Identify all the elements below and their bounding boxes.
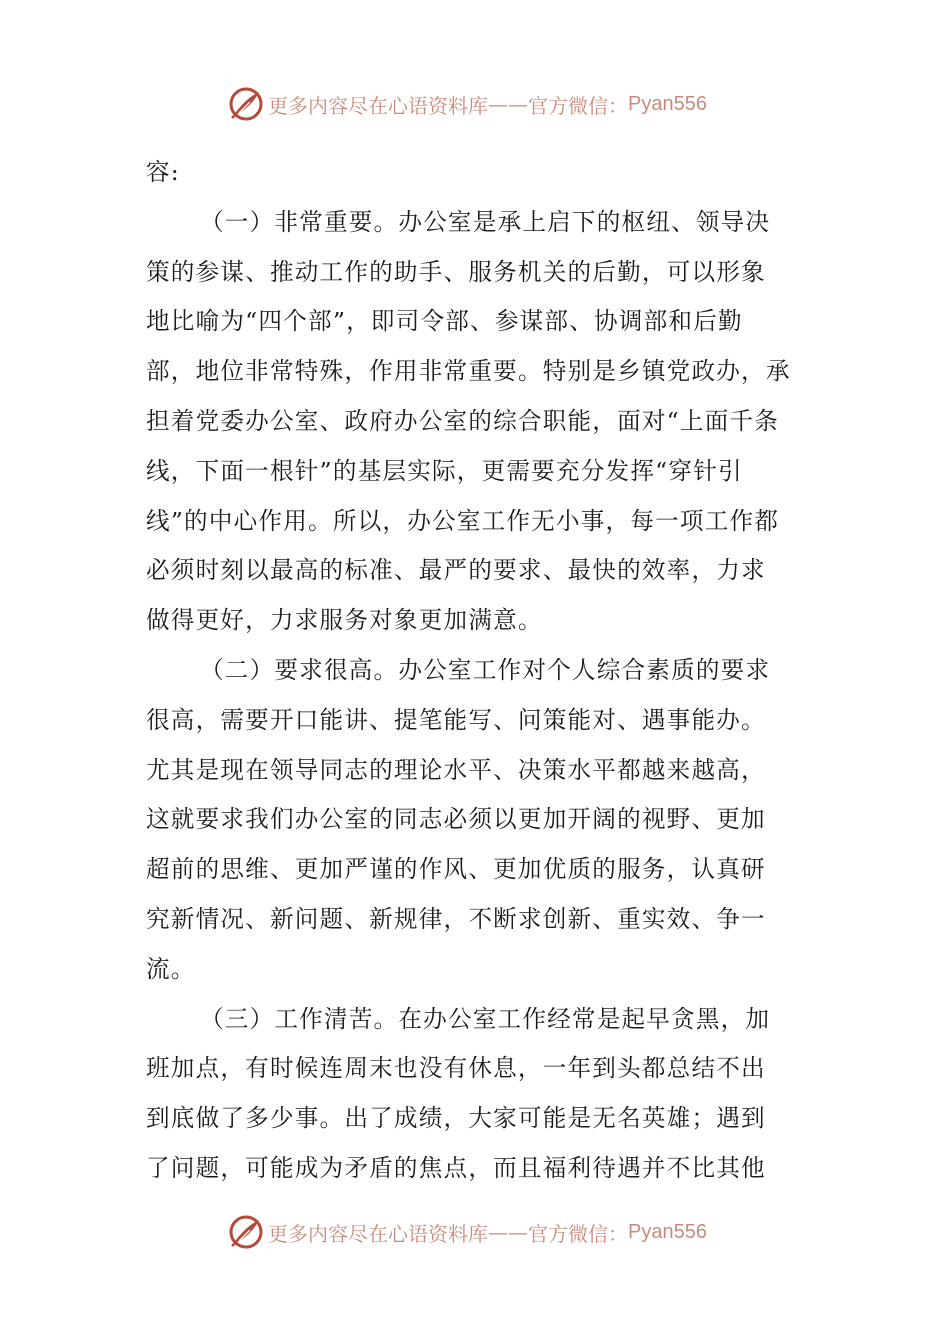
text-line: 线”的中心作用。所以，办公室工作无小事，每一项工作都 [146,506,780,535]
text-line: 策的参谋、推动工作的助手、服务机关的后勤，可以形象 [146,257,766,286]
text-line: 部，地位非常特殊，作用非常重要。特别是乡镇党政办，承 [146,357,791,386]
watermark-footer [228,1212,748,1252]
text-line: 超前的思维、更加严谨的作风、更加优质的服务，认真研 [146,855,766,884]
text-line: 流。 [146,954,196,983]
text-line: （三）工作清苦。在办公室工作经常是起早贪黑，加 [200,1004,771,1033]
text-line: 线，下面一根针”的基层实际，更需要充分发挥“穿针引 [146,456,743,485]
watermark-contact-label: 官方微信： [528,93,628,118]
text-line: （二）要求很高。办公室工作对个人综合素质的要求 [200,655,771,684]
watermark-brand: 更多内容尽在心语资料库 [268,1221,488,1246]
text-line: 了问题，可能成为矛盾的焦点，而且福利待遇并不比其他 [146,1153,766,1182]
text-line: 班加点，有时候连周末也没有休息，一年到头都总结不出 [146,1054,766,1083]
watermark-contact-id: Pyan556 [628,1220,707,1243]
text-line: 容: [146,158,180,186]
text-line: 尤其是现在领导同志的理论水平、决策水平都越来越高， [146,755,766,784]
text-line: 很高，需要开口能讲、提笔能写、问策能对、遇事能办。 [146,705,766,734]
quill-logo-icon [228,1214,264,1250]
watermark-dash: —— [488,92,528,116]
text-line: 担着党委办公室、政府办公室的综合职能，面对“上面千条 [146,406,780,435]
quill-logo-icon [228,86,264,122]
text-line: 地比喻为“四个部”，即司令部、参谋部、协调部和后勤 [146,307,743,336]
watermark-contact-label: 官方微信： [528,1221,628,1246]
text-line: 究新情况、新问题、新规律，不断求创新、重实效、争一 [146,904,766,933]
text-line: 做得更好，力求服务对象更加满意。 [146,606,543,635]
document-body [146,148,800,1194]
watermark-header [228,84,748,124]
text-line: （一）非常重要。办公室是承上启下的枢纽、领导决 [200,207,771,236]
text-line: 到底做了多少事。出了成绩，大家可能是无名英雄；遇到 [146,1104,766,1133]
watermark-dash: —— [488,1220,528,1244]
watermark-contact-id: Pyan556 [628,92,707,115]
text-line: 必须时刻以最高的标准、最严的要求、最快的效率，力求 [146,556,766,585]
text-line: 这就要求我们办公室的同志必须以更加开阔的视野、更加 [146,805,766,834]
watermark-brand: 更多内容尽在心语资料库 [268,93,488,118]
